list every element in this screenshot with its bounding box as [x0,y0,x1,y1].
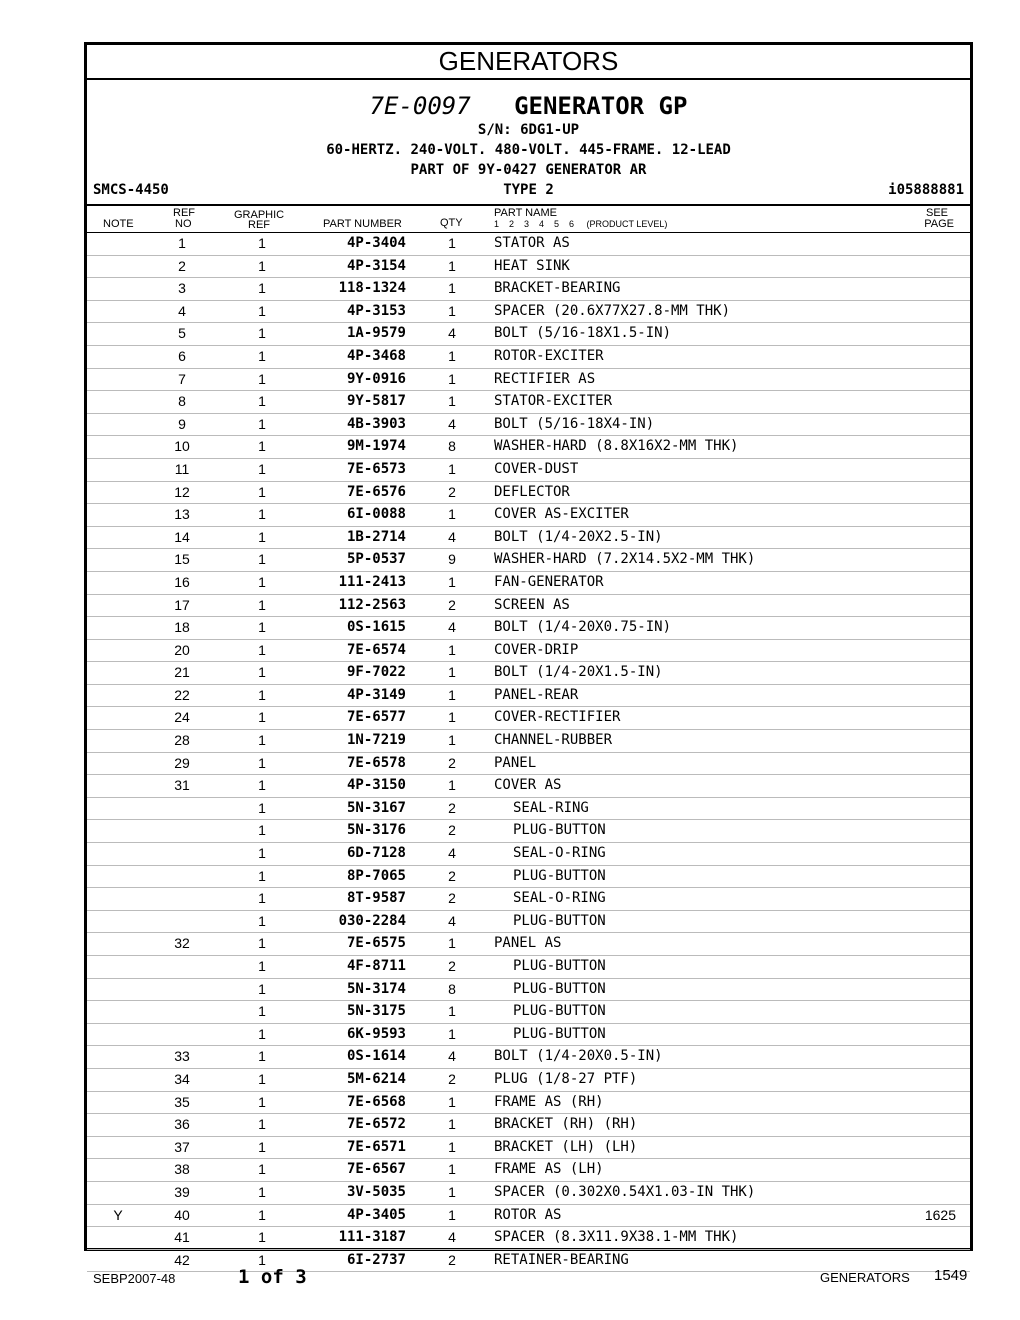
description-line-2: PART OF 9Y-0427 GENERATOR AR [410,162,647,178]
ref-no-cell: 3 [178,280,186,297]
part-number-cell: 6D-7128 [346,845,406,862]
part-number-cell: 7E-6573 [346,460,406,477]
part-number-cell: 8T-9587 [346,890,406,907]
graphic-ref-cell: 1 [258,551,266,568]
description-line-1: 60-HERTZ. 240-VOLT. 480-VOLT. 445-FRAME. 12-LEAD [326,142,731,158]
part-number-cell: 112-2563 [338,596,406,613]
graphic-ref-cell: 1 [258,1183,266,1200]
graphic-ref-cell: 1 [258,619,266,636]
table-row [87,911,970,934]
table-row [87,753,970,776]
ref-no-cell: 36 [174,1116,190,1133]
part-name-cell: PLUG (1/8-27 PTF) [494,1070,638,1087]
col-ref-line2: NO [175,218,192,230]
part-name-cell: HEAT SINK [494,257,570,274]
part-number-cell: 4P-3153 [346,302,406,319]
graphic-ref-cell: 1 [258,664,266,681]
ref-no-cell: 12 [174,483,190,500]
graphic-ref-cell: 1 [258,958,266,974]
part-name-cell: FRAME AS (RH) [494,1093,604,1110]
qty-cell: 1 [448,460,456,477]
part-name-cell: PLUG-BUTTON [513,822,606,839]
part-number-cell: 9Y-0916 [346,370,406,387]
graphic-ref-cell: 1 [258,799,266,816]
ref-no-cell: 42 [174,1251,190,1268]
graphic-ref-cell: 1 [258,1025,266,1042]
table-row [87,391,970,414]
part-name-cell: BOLT (1/4-20X0.5-IN) [494,1048,663,1065]
qty-cell: 1 [448,1183,456,1200]
qty-cell: 4 [448,325,456,342]
qty-cell: 4 [448,528,456,545]
group-title [87,92,970,120]
part-number-cell: 5N-3176 [346,822,406,839]
graphic-ref-cell: 1 [258,347,266,364]
table-row [87,301,970,324]
qty-cell: 4 [448,619,456,636]
part-name-cell: SCREEN AS [494,596,570,613]
part-number-cell: 9M-1974 [346,438,406,455]
part-name-cell: BRACKET (RH) (RH) [494,1116,638,1133]
part-number-cell: 030-2284 [338,912,406,929]
table-row [87,572,970,595]
part-name-cell: PLUG-BUTTON [513,980,606,997]
table-row [87,1114,970,1137]
graphic-ref-cell: 1 [258,393,266,410]
qty-cell: 1 [448,1161,456,1178]
page-of: 1 of 3 [238,1266,307,1288]
graphic-ref-cell: 1 [258,280,266,297]
table-row [87,459,970,482]
table-row [87,527,970,550]
graphic-ref-cell: 1 [258,754,266,771]
part-number-cell: 4P-3154 [346,257,406,274]
qty-cell: 2 [448,1251,456,1268]
table-row [87,843,970,866]
table-row [87,1227,970,1250]
graphic-ref-cell: 1 [258,573,266,590]
graphic-ref-cell: 1 [258,1138,266,1155]
graphic-ref-cell: 1 [258,438,266,455]
part-name-cell: COVER-DRIP [494,641,579,658]
part-name-cell: PLUG-BUTTON [513,1025,606,1042]
graphic-ref-cell: 1 [258,528,266,545]
part-name-cell: COVER AS-EXCITER [494,506,629,523]
part-number-cell: 0S-1615 [346,619,406,636]
ref-no-cell: 20 [174,641,190,658]
qty-cell: 4 [448,1048,456,1065]
ref-no-cell: 28 [174,732,190,749]
part-number-cell: 7E-6576 [346,483,406,500]
graphic-ref-cell: 1 [258,596,266,613]
graphic-ref-cell: 1 [258,1003,266,1020]
part-name-cell: SEAL-O-RING [513,890,606,907]
ref-no-cell: 10 [174,438,190,455]
graphic-ref-cell: 1 [258,235,266,251]
table-row [87,956,970,979]
qty-cell: 2 [448,483,456,500]
part-name-cell: PANEL [494,754,537,771]
part-number-cell: 118-1324 [338,280,406,297]
part-number-cell: 3V-5035 [346,1183,406,1200]
parts-table-body [87,233,970,1272]
footer-section: GENERATORS [820,1270,910,1285]
part-number-cell: 4P-3149 [346,686,406,703]
ref-no-cell: 40 [174,1206,190,1223]
graphic-ref-cell: 1 [258,460,266,477]
part-name-cell: BOLT (1/4-20X0.75-IN) [494,619,672,636]
ref-no-cell: 21 [174,664,190,681]
graphic-ref-cell: 1 [258,890,266,907]
part-name-cell: SPACER (0.302X0.54X1.03-IN THK) [494,1183,756,1200]
qty-cell: 1 [448,257,456,274]
ref-no-cell: 39 [174,1183,190,1200]
part-name-cell: FAN-GENERATOR [494,573,604,590]
table-row [87,979,970,1002]
part-number-cell: 4P-3404 [346,235,406,251]
table-row [87,233,970,256]
table-row [87,798,970,821]
col-qty: QTY [440,217,463,229]
ref-no-cell: 34 [174,1070,190,1087]
graphic-ref-cell: 1 [258,709,266,726]
part-number-cell: 5M-6214 [346,1070,406,1087]
table-row [87,1046,970,1069]
part-number-cell: 0S-1614 [346,1048,406,1065]
col-ref-line1: REF [173,207,195,219]
part-number-cell: 7E-6567 [346,1161,406,1178]
col-see-line2: PAGE [924,218,954,230]
part-name-cell: WASHER-HARD (7.2X14.5X2-MM THK) [494,551,756,568]
group-name: GENERATOR GP [514,92,688,120]
part-name-cell: PANEL AS [494,935,562,952]
document-id: SEBP2007-48 [93,1271,176,1286]
ref-no-cell: 18 [174,619,190,636]
table-row [87,436,970,459]
part-name-cell: ROTOR-EXCITER [494,347,604,364]
part-number-cell: 4B-3903 [346,415,406,432]
qty-cell: 1 [448,1093,456,1110]
table-row [87,820,970,843]
graphic-ref-cell: 1 [258,257,266,274]
graphic-ref-cell: 1 [258,506,266,523]
qty-cell: 9 [448,551,456,568]
graphic-ref-cell: 1 [258,1161,266,1178]
qty-cell: 1 [448,235,456,251]
part-name-cell: PLUG-BUTTON [513,867,606,884]
qty-cell: 1 [448,506,456,523]
part-name-cell: BRACKET (LH) (LH) [494,1138,638,1155]
part-name-cell: DEFLECTOR [494,483,570,500]
part-name-cell: STATOR-EXCITER [494,393,613,410]
qty-cell: 1 [448,709,456,726]
part-number-cell: 7E-6574 [346,641,406,658]
ref-no-cell: 38 [174,1161,190,1178]
graphic-ref-cell: 1 [258,1206,266,1223]
col-graphic-line2: REF [248,219,270,231]
part-name-cell: COVER-DUST [494,460,579,477]
ref-no-cell: 17 [174,596,190,613]
qty-cell: 1 [448,1138,456,1155]
see-page-cell: 1625 [924,1206,956,1223]
qty-cell: 2 [448,890,456,907]
table-row [87,549,970,572]
qty-cell: 1 [448,777,456,794]
table-row [87,1182,970,1205]
page-number: 1549 [934,1267,968,1284]
qty-cell: 4 [448,845,456,862]
qty-cell: 8 [448,980,456,997]
part-name-cell: PANEL-REAR [494,686,579,703]
part-number-cell: 1N-7219 [346,732,406,749]
part-number-cell: 4P-3150 [346,777,406,794]
qty-cell: 2 [448,867,456,884]
graphic-ref-cell: 1 [258,867,266,884]
ref-no-cell: 8 [178,393,186,410]
table-row [87,482,970,505]
graphic-ref-cell: 1 [258,302,266,319]
graphic-ref-cell: 1 [258,845,266,862]
qty-cell: 1 [448,732,456,749]
part-name-cell: PLUG-BUTTON [513,912,606,929]
part-number-cell: 7E-6568 [346,1093,406,1110]
table-row [87,1159,970,1182]
ref-no-cell: 1 [178,235,186,251]
qty-cell: 1 [448,1116,456,1133]
part-number-cell: 1A-9579 [346,325,406,342]
ref-no-cell: 6 [178,347,186,364]
table-row [87,730,970,753]
col-see-line1: SEE [925,207,948,219]
ref-no-cell: 5 [178,325,186,342]
part-number-cell: 5N-3175 [346,1003,406,1020]
table-row [87,1137,970,1160]
graphic-ref-cell: 1 [258,1229,266,1246]
qty-cell: 1 [448,370,456,387]
table-row [87,504,970,527]
part-name-cell: COVER AS [494,777,562,794]
ref-no-cell: 32 [174,935,190,952]
col-product-levels: 1 2 3 4 5 6 (PRODUCT LEVEL) [494,219,668,229]
part-name-cell: BOLT (1/4-20X2.5-IN) [494,528,663,545]
table-row [87,1024,970,1047]
qty-cell: 2 [448,799,456,816]
ref-no-cell: 33 [174,1048,190,1065]
qty-cell: 1 [448,1025,456,1042]
qty-cell: 2 [448,958,456,974]
section-title: GENERATORS [87,45,970,80]
ref-no-cell: 14 [174,528,190,545]
ref-no-cell: 9 [178,415,186,432]
qty-cell: 4 [448,415,456,432]
table-row [87,278,970,301]
qty-cell: 1 [448,1206,456,1223]
part-number-cell: 4P-3405 [346,1206,406,1223]
smcs-code: SMCS-4450 [93,182,169,198]
part-number-cell: 4P-3468 [346,347,406,364]
part-name-cell: BOLT (5/16-18X4-IN) [494,415,655,432]
ref-no-cell: 11 [174,460,190,477]
part-name-cell: SEAL-RING [513,799,589,816]
table-row [87,685,970,708]
graphic-ref-cell: 1 [258,822,266,839]
qty-cell: 1 [448,935,456,952]
graphic-ref-cell: 1 [258,1070,266,1087]
qty-cell: 1 [448,347,456,364]
part-number-cell: 4F-8711 [346,958,406,974]
part-name-cell: ROTOR AS [494,1206,562,1223]
part-name-cell: BRACKET-BEARING [494,280,621,297]
table-row [87,369,970,392]
table-row [87,595,970,618]
part-number-cell: 7E-6572 [346,1116,406,1133]
table-row [87,1092,970,1115]
part-name-cell: PLUG-BUTTON [513,1003,606,1020]
part-name-cell: COVER-RECTIFIER [494,709,621,726]
qty-cell: 1 [448,280,456,297]
ref-no-cell: 41 [174,1229,190,1246]
qty-cell: 8 [448,438,456,455]
graphic-ref-cell: 1 [258,1251,266,1268]
table-row [87,662,970,685]
ref-no-cell: 37 [174,1138,190,1155]
part-name-cell: SPACER (20.6X77X27.8-MM THK) [494,302,731,319]
table-row [87,346,970,369]
qty-cell: 1 [448,393,456,410]
qty-cell: 1 [448,1003,456,1020]
graphic-ref-cell: 1 [258,415,266,432]
ref-no-cell: 22 [174,686,190,703]
graphic-ref-cell: 1 [258,1116,266,1133]
part-number-cell: 6I-0088 [346,506,406,523]
ref-no-cell: 15 [174,551,190,568]
qty-cell: 2 [448,1070,456,1087]
col-note: NOTE [103,218,134,230]
ref-no-cell: 4 [178,302,186,319]
part-number-cell: 7E-6571 [346,1138,406,1155]
table-row [87,1205,970,1228]
ref-no-cell: 7 [178,370,186,387]
table-row [87,414,970,437]
description-line-3: TYPE 2 [503,182,554,198]
table-row [87,1001,970,1024]
column-headers [87,206,970,233]
table-row [87,256,970,279]
part-number-cell: 6K-9593 [346,1025,406,1042]
ref-no-cell: 16 [174,573,190,590]
qty-cell: 1 [448,573,456,590]
table-row [87,888,970,911]
col-part-number: PART NUMBER [323,218,402,230]
part-number-cell: 9F-7022 [346,664,406,681]
graphic-ref-cell: 1 [258,732,266,749]
part-number-cell: 111-2413 [338,573,406,590]
group-part-number: 7E-0097 [369,92,471,120]
part-number-cell: 5N-3174 [346,980,406,997]
part-number-cell: 1B-2714 [346,528,406,545]
ref-no-cell: 13 [174,506,190,523]
table-row [87,640,970,663]
ref-no-cell: 24 [174,709,190,726]
part-name-cell: BOLT (1/4-20X1.5-IN) [494,664,663,681]
illustration-id: i05888881 [888,182,964,198]
part-name-cell: FRAME AS (LH) [494,1161,604,1178]
group-header [87,80,970,206]
graphic-ref-cell: 1 [258,935,266,952]
part-name-cell: RECTIFIER AS [494,370,596,387]
ref-no-cell: 29 [174,754,190,771]
part-number-cell: 7E-6578 [346,754,406,771]
graphic-ref-cell: 1 [258,777,266,794]
ref-no-cell: 35 [174,1093,190,1110]
table-row [87,1250,970,1273]
note-cell: Y [113,1206,123,1223]
qty-cell: 2 [448,596,456,613]
graphic-ref-cell: 1 [258,980,266,997]
table-row [87,707,970,730]
col-graphic-line1: GRAPHIC [234,209,285,221]
part-name-cell: SPACER (8.3X11.9X38.1-MM THK) [494,1229,739,1246]
part-name-cell: CHANNEL-RUBBER [494,732,613,749]
qty-cell: 4 [448,912,456,929]
part-number-cell: 5N-3167 [346,799,406,816]
qty-cell: 1 [448,302,456,319]
part-number-cell: 111-3187 [338,1229,406,1246]
table-row [87,617,970,640]
graphic-ref-cell: 1 [258,483,266,500]
graphic-ref-cell: 1 [258,686,266,703]
table-row [87,866,970,889]
part-number-cell: 8P-7065 [346,867,406,884]
table-row [87,775,970,798]
part-name-cell: SEAL-O-RING [513,845,606,862]
ref-no-cell: 2 [178,257,186,274]
graphic-ref-cell: 1 [258,641,266,658]
qty-cell: 1 [448,664,456,681]
part-number-cell: 7E-6575 [346,935,406,952]
graphic-ref-cell: 1 [258,325,266,342]
graphic-ref-cell: 1 [258,912,266,929]
table-row [87,1069,970,1092]
qty-cell: 4 [448,1229,456,1246]
part-name-cell: WASHER-HARD (8.8X16X2-MM THK) [494,438,739,455]
col-part-name: PART NAME [494,207,557,219]
part-name-cell: STATOR AS [494,235,570,251]
qty-cell: 1 [448,641,456,658]
part-number-cell: 9Y-5817 [346,393,406,410]
part-name-cell: RETAINER-BEARING [494,1251,629,1268]
part-name-cell: PLUG-BUTTON [513,958,606,974]
parts-list-frame [84,42,973,1268]
table-row [87,323,970,346]
part-number-cell: 5P-0537 [346,551,406,568]
graphic-ref-cell: 1 [258,1093,266,1110]
table-row [87,933,970,956]
qty-cell: 1 [448,686,456,703]
ref-no-cell: 31 [174,777,190,794]
qty-cell: 2 [448,822,456,839]
part-number-cell: 7E-6577 [346,709,406,726]
qty-cell: 2 [448,754,456,771]
part-name-cell: BOLT (5/16-18X1.5-IN) [494,325,672,342]
part-number-cell: 6I-2737 [346,1251,406,1268]
graphic-ref-cell: 1 [258,1048,266,1065]
graphic-ref-cell: 1 [258,370,266,387]
serial-range: S/N: 6DG1-UP [477,122,580,138]
